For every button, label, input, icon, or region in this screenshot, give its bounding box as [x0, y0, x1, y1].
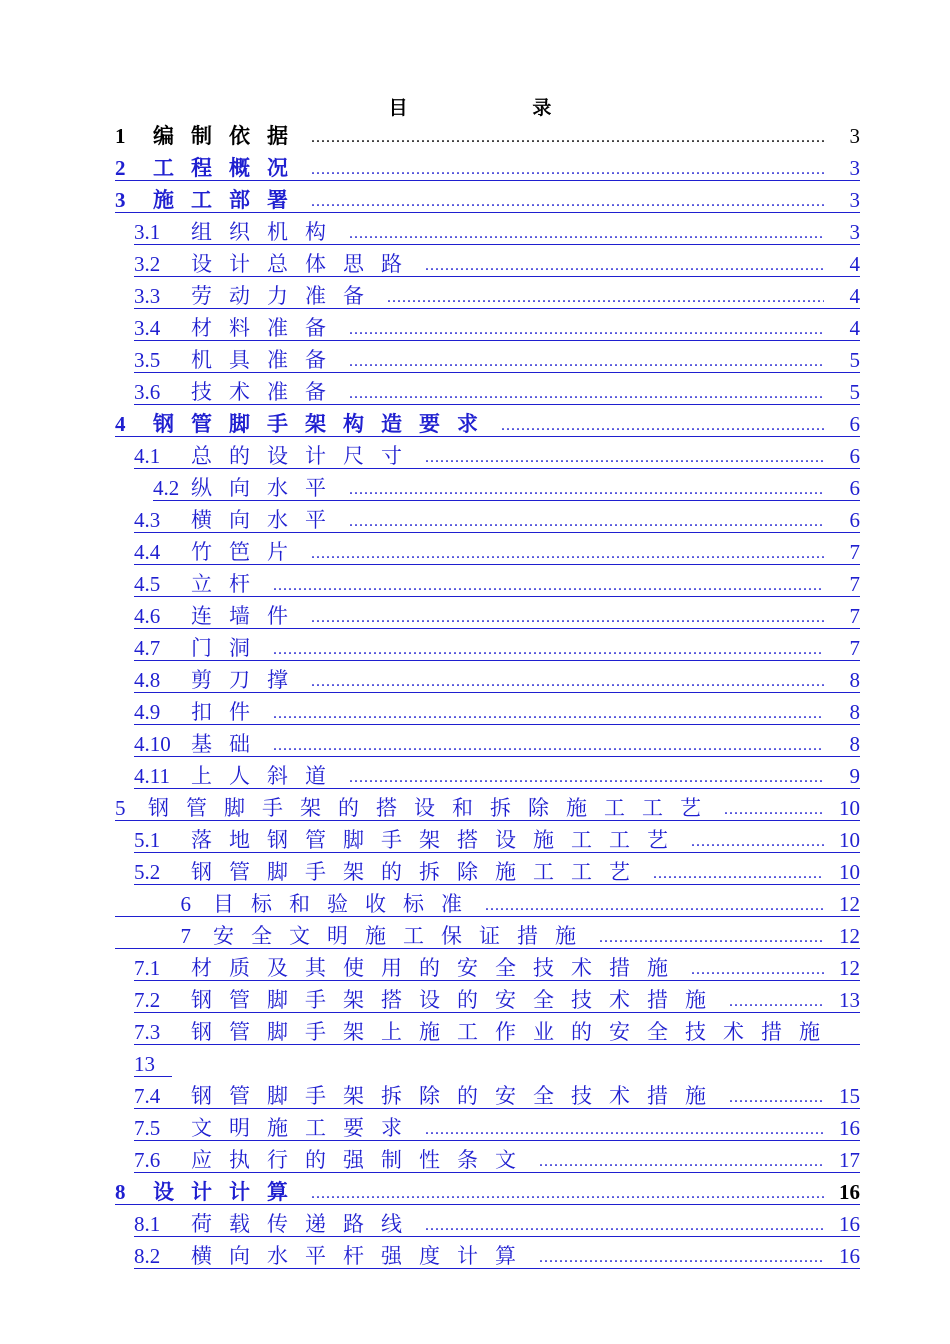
- leader-dots: [653, 866, 824, 882]
- entry-title: 钢管脚手架的拆除施工工艺: [191, 860, 647, 884]
- entry-number: 3.2: [134, 252, 161, 276]
- entry-title: 材质及其使用的安全技术措施: [191, 956, 685, 980]
- entry-title: 目标和验收标准: [213, 892, 479, 916]
- entry-title: 钢管脚手架上施工作业的安全技术措施: [191, 1020, 837, 1044]
- leader-dots: [349, 354, 824, 370]
- entry-page: 5: [849, 380, 860, 404]
- entry-title: 落地钢管脚手架搭设施工工艺: [191, 828, 685, 852]
- entry-page: 6: [849, 476, 860, 500]
- entry-number: 3: [115, 188, 126, 212]
- toc-entry-7[interactable]: [115, 920, 860, 949]
- toc-entry-7-3-page[interactable]: [134, 1048, 172, 1077]
- entry-number: 4.9: [134, 700, 161, 724]
- entry-page: 17: [839, 1148, 860, 1172]
- entry-title: 机具准备: [191, 348, 343, 372]
- entry-page: 4: [849, 252, 860, 276]
- entry-number: 8: [115, 1180, 126, 1204]
- toc-entry-3-5[interactable]: [134, 344, 860, 373]
- leader-dots: [539, 1154, 824, 1170]
- entry-number: 5.2: [134, 860, 161, 884]
- entry-number: 4.1: [134, 444, 161, 468]
- entry-number: 5.1: [134, 828, 161, 852]
- toc-entry-5-1[interactable]: [134, 824, 860, 853]
- entry-page: 15: [839, 1084, 860, 1108]
- entry-number: 4.4: [134, 540, 161, 564]
- entry-title: 总的设计尺寸: [191, 444, 419, 468]
- toc-entry-4-11[interactable]: [134, 760, 860, 789]
- leader-dots: [425, 450, 824, 466]
- entry-number: 3.3: [134, 284, 161, 308]
- toc-title: 目 录: [388, 98, 612, 119]
- entry-number: 7.6: [134, 1148, 161, 1172]
- entry-number: 4.2: [153, 476, 180, 500]
- entry-page: 6: [849, 444, 860, 468]
- toc-entry-7-2[interactable]: [134, 984, 860, 1013]
- entry-page: 3: [849, 156, 860, 180]
- entry-page: 7: [849, 604, 860, 628]
- toc-entry-3-6[interactable]: [134, 376, 860, 405]
- toc-entry-4[interactable]: [115, 408, 860, 437]
- leader-dots: [311, 130, 824, 146]
- entry-page: 3: [849, 124, 860, 148]
- entry-page: 12: [839, 956, 860, 980]
- entry-title: 门洞: [191, 636, 267, 660]
- leader-dots: [425, 258, 824, 274]
- leader-dots: [691, 962, 824, 978]
- entry-page: 6: [849, 508, 860, 532]
- entry-number: 7.2: [134, 988, 161, 1012]
- entry-number: 3.4: [134, 316, 161, 340]
- entry-title: 设计计算: [153, 1180, 305, 1204]
- entry-page: 12: [839, 924, 860, 948]
- entry-title: 安全文明施工保证措施: [213, 924, 593, 948]
- toc-entry-8[interactable]: [115, 1176, 860, 1205]
- leader-dots: [273, 642, 824, 658]
- entry-page: 3: [849, 188, 860, 212]
- toc-entry-4-1[interactable]: [134, 440, 860, 469]
- leader-dots: [311, 674, 824, 690]
- entry-title: 设计总体思路: [191, 252, 419, 276]
- entry-page: 7: [849, 572, 860, 596]
- entry-page: 10: [839, 860, 860, 884]
- entry-number: 7.4: [134, 1084, 161, 1108]
- leader-dots: [425, 1218, 824, 1234]
- entry-number: 7: [180, 924, 191, 948]
- entry-title: 钢管脚手架构造要求: [153, 412, 495, 436]
- entry-title: 钢管脚手架搭设的安全技术措施: [191, 988, 723, 1012]
- entry-page: 9: [849, 764, 860, 788]
- entry-page: 16: [839, 1212, 860, 1236]
- leader-dots: [691, 834, 824, 850]
- leader-dots: [599, 930, 824, 946]
- toc-entry-4-2[interactable]: [153, 472, 860, 501]
- entry-title: 扣件: [191, 700, 267, 724]
- entry-title: 劳动力准备: [191, 284, 381, 308]
- toc-entry-2[interactable]: [115, 152, 860, 181]
- entry-title: 钢管脚手架拆除的安全技术措施: [191, 1084, 723, 1108]
- entry-page: 16: [839, 1116, 860, 1140]
- entry-page: 13: [839, 988, 860, 1012]
- toc-entry-4-8[interactable]: [134, 664, 860, 693]
- entry-page: 10: [839, 828, 860, 852]
- entry-title: 立杆: [191, 572, 267, 596]
- entry-number: 7.3: [134, 1020, 161, 1044]
- entry-title: 应执行的强制性条文: [191, 1148, 533, 1172]
- toc-entry-3-1[interactable]: [134, 216, 860, 245]
- entry-number: 8.1: [134, 1212, 161, 1236]
- entry-number: 7.1: [134, 956, 161, 980]
- leader-dots: [485, 898, 824, 914]
- entry-title: 荷载传递路线: [191, 1212, 419, 1236]
- entry-page: 16: [839, 1180, 860, 1204]
- entry-page: 10: [839, 796, 860, 820]
- entry-page: 16: [839, 1244, 860, 1268]
- entry-number: 7.5: [134, 1116, 161, 1140]
- entry-title: 基础: [191, 732, 267, 756]
- entry-title: 横向水平: [191, 508, 343, 532]
- leader-dots: [311, 194, 824, 210]
- toc-entry-4-3[interactable]: [134, 504, 860, 533]
- entry-page: 8: [849, 668, 860, 692]
- entry-title: 纵向水平: [191, 476, 343, 500]
- entry-page: 8: [849, 732, 860, 756]
- entry-number: 4.3: [134, 508, 161, 532]
- entry-page: 4: [849, 284, 860, 308]
- leader-dots: [349, 770, 824, 786]
- leader-dots: [311, 546, 824, 562]
- toc-entry-5[interactable]: [115, 792, 860, 821]
- entry-title: 文明施工要求: [191, 1116, 419, 1140]
- entry-page: 4: [849, 316, 860, 340]
- entry-number: 4.6: [134, 604, 161, 628]
- leader-dots: [729, 994, 824, 1010]
- entry-number: 5: [115, 796, 126, 820]
- entry-number: 2: [115, 156, 126, 180]
- entry-number: 3.6: [134, 380, 161, 404]
- entry-number: 3.1: [134, 220, 161, 244]
- toc-entry-1[interactable]: [115, 120, 860, 148]
- entry-number: 4.10: [134, 732, 171, 756]
- toc-entry-4-7[interactable]: [134, 632, 860, 661]
- entry-page: 12: [839, 892, 860, 916]
- toc-entry-3-2[interactable]: [134, 248, 860, 277]
- entry-title: 工程概况: [153, 156, 305, 180]
- leader-dots: [273, 706, 824, 722]
- entry-title: 竹笆片: [191, 540, 305, 564]
- entry-title: 施工部署: [153, 188, 305, 212]
- leader-dots: [349, 482, 824, 498]
- entry-number: 6: [180, 892, 191, 916]
- entry-page: 7: [849, 540, 860, 564]
- entry-title: 横向水平杆强度计算: [191, 1244, 533, 1268]
- leader-dots: [724, 802, 824, 818]
- entry-page: 3: [849, 220, 860, 244]
- leader-dots: [501, 418, 824, 434]
- entry-page: 13: [134, 1052, 155, 1076]
- entry-title: 钢管脚手架的搭设和拆除施工工艺: [148, 796, 718, 820]
- entry-title: 剪刀撑: [191, 668, 305, 692]
- entry-title: 编制依据: [153, 124, 305, 148]
- entry-number: 4.11: [134, 764, 170, 788]
- entry-number: 4.5: [134, 572, 161, 596]
- toc-entry-3-4[interactable]: [134, 312, 860, 341]
- leader-dots: [273, 578, 824, 594]
- leader-dots: [349, 322, 824, 338]
- entry-title: 组织机构: [191, 220, 343, 244]
- toc-entry-4-5[interactable]: [134, 568, 860, 597]
- entry-number: 4.7: [134, 636, 161, 660]
- entry-title: 技术准备: [191, 380, 343, 404]
- leader-dots: [311, 1186, 824, 1202]
- entry-page: 6: [849, 412, 860, 436]
- entry-number: 1: [115, 124, 126, 148]
- toc-entry-7-5[interactable]: [134, 1112, 860, 1141]
- entry-title: 连墙件: [191, 604, 305, 628]
- toc-entry-8-1[interactable]: [134, 1208, 860, 1237]
- entry-page: 8: [849, 700, 860, 724]
- toc-entry-7-1[interactable]: [134, 952, 860, 981]
- toc-entry-3-3[interactable]: [134, 280, 860, 309]
- entry-title: 上人斜道: [191, 764, 343, 788]
- leader-dots: [311, 162, 824, 178]
- leader-dots: [425, 1122, 824, 1138]
- leader-dots: [539, 1250, 824, 1266]
- entry-page: 5: [849, 348, 860, 372]
- toc-entry-6[interactable]: [115, 888, 860, 917]
- toc-entry-4-4[interactable]: [134, 536, 860, 565]
- toc-entry-7-4[interactable]: [134, 1080, 860, 1109]
- leader-dots: [311, 610, 824, 626]
- leader-dots: [729, 1090, 824, 1106]
- leader-dots: [273, 738, 824, 754]
- leader-dots: [349, 386, 824, 402]
- entry-number: 4: [115, 412, 126, 436]
- toc-entry-7-3[interactable]: [134, 1016, 860, 1045]
- leader-dots: [349, 514, 824, 530]
- toc-entry-7-6[interactable]: [134, 1144, 860, 1173]
- toc-entry-3[interactable]: [115, 184, 860, 213]
- entry-page: 7: [849, 636, 860, 660]
- toc-entry-8-2[interactable]: [134, 1240, 860, 1269]
- entry-number: 8.2: [134, 1244, 161, 1268]
- entry-title: 材料准备: [191, 316, 343, 340]
- leader-dots: [387, 290, 824, 306]
- toc-entry-5-2[interactable]: [134, 856, 860, 885]
- toc-entry-4-6[interactable]: [134, 600, 860, 629]
- toc-entry-4-10[interactable]: [134, 728, 860, 757]
- toc-entry-4-9[interactable]: [134, 696, 860, 725]
- leader-dots: [349, 226, 824, 242]
- entry-number: 4.8: [134, 668, 161, 692]
- entry-number: 3.5: [134, 348, 161, 372]
